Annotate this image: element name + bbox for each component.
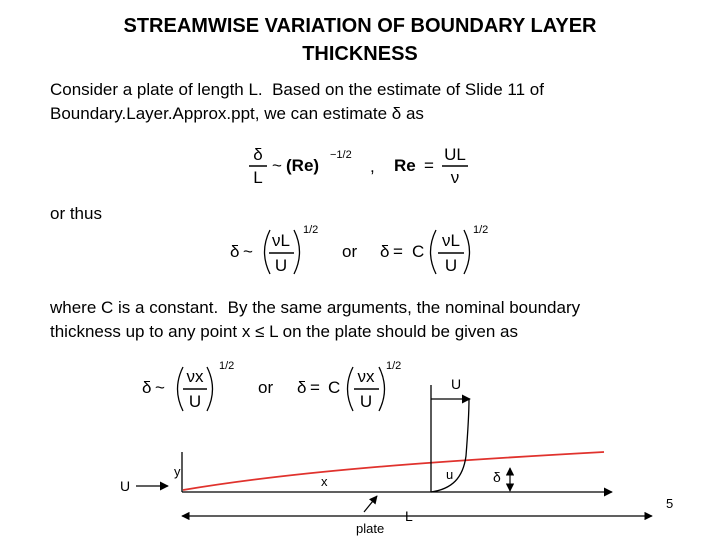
eq2-U: U xyxy=(274,256,288,275)
eq1-comma: , xyxy=(370,157,375,176)
eq2-U-b: U xyxy=(444,256,458,275)
eq3-delta: δ xyxy=(142,378,152,397)
eq3-U: U xyxy=(188,392,202,411)
length-label: L xyxy=(405,508,413,524)
eq2-nuL: νL xyxy=(272,231,290,250)
plate-label: plate xyxy=(356,521,385,536)
title-line-2: THICKNESS xyxy=(302,43,418,65)
eq1-sim: ~ xyxy=(272,156,282,175)
eq2-right-paren xyxy=(294,230,300,274)
eq3-right-paren xyxy=(207,367,213,411)
plate-pointer-arrow xyxy=(364,496,377,512)
boundary-layer-edge xyxy=(183,452,604,490)
slide-number: 5 xyxy=(666,496,674,511)
eq1-delta: δ xyxy=(253,145,263,164)
constant-line-2: thickness up to any point x ≤ L on the plate should be given as xyxy=(50,322,519,341)
eq3-or: or xyxy=(258,378,274,397)
eq2-or: or xyxy=(342,242,358,261)
eq3-sim: ~ xyxy=(155,378,165,397)
eq1-nu: ν xyxy=(450,168,460,187)
eq2-delta-b: δ xyxy=(380,242,390,261)
eq2-right-paren-b xyxy=(464,230,470,274)
y-axis-label: y xyxy=(174,464,181,479)
local-velocity-label: u xyxy=(446,467,454,482)
eq3-delta-b: δ xyxy=(297,378,307,397)
free-stream-U-label: U xyxy=(451,376,462,392)
eq3-nux-b: νx xyxy=(357,367,375,386)
eq2-delta: δ xyxy=(230,242,240,261)
eq2-C: C xyxy=(412,242,425,261)
constant-line-1: where C is a constant. By the same arguments, the nominal boundary xyxy=(50,298,581,317)
x-axis-label: x xyxy=(321,474,328,489)
eq2-nuL-b: νL xyxy=(442,231,460,250)
eq1-equals: = xyxy=(424,156,434,175)
eq2-half-b: 1/2 xyxy=(473,224,489,236)
eq3-equals: = xyxy=(310,378,320,397)
equation-3 xyxy=(142,360,401,411)
intro-line-1: Consider a plate of length L. Based on the estimate of Slide 11 of xyxy=(50,80,544,99)
eq3-left-paren xyxy=(178,367,184,411)
intro-line-2: Boundary.Layer.Approx.ppt, we can estimate δ as xyxy=(50,104,424,123)
eq1-exponent: −1/2 xyxy=(330,149,352,161)
eq3-left-paren-b xyxy=(348,367,354,411)
eq1-re-lhs: Re xyxy=(394,156,416,175)
eq2-equals: = xyxy=(393,242,403,261)
eq3-C: C xyxy=(328,378,341,397)
eq3-half: 1/2 xyxy=(219,360,235,372)
eq2-half: 1/2 xyxy=(303,224,319,236)
eq3-nux: νx xyxy=(186,367,204,386)
eq2-left-paren-b xyxy=(431,230,437,274)
or-thus-text: or thus xyxy=(50,204,102,223)
equation-1 xyxy=(249,145,468,187)
equation-2 xyxy=(230,224,488,275)
eq1-L: L xyxy=(253,168,263,187)
eq3-half-b: 1/2 xyxy=(386,360,402,372)
eq2-sim: ~ xyxy=(243,242,253,261)
eq3-U-b: U xyxy=(359,392,373,411)
thickness-delta-label: δ xyxy=(493,469,501,485)
title-line-1: STREAMWISE VARIATION OF BOUNDARY LAYER xyxy=(123,15,597,37)
eq2-left-paren xyxy=(265,230,271,274)
eq1-UL: UL xyxy=(444,145,466,164)
inflow-U-label: U xyxy=(120,478,131,494)
eq1-re: (Re) xyxy=(286,156,320,175)
eq3-right-paren-b xyxy=(379,367,385,411)
